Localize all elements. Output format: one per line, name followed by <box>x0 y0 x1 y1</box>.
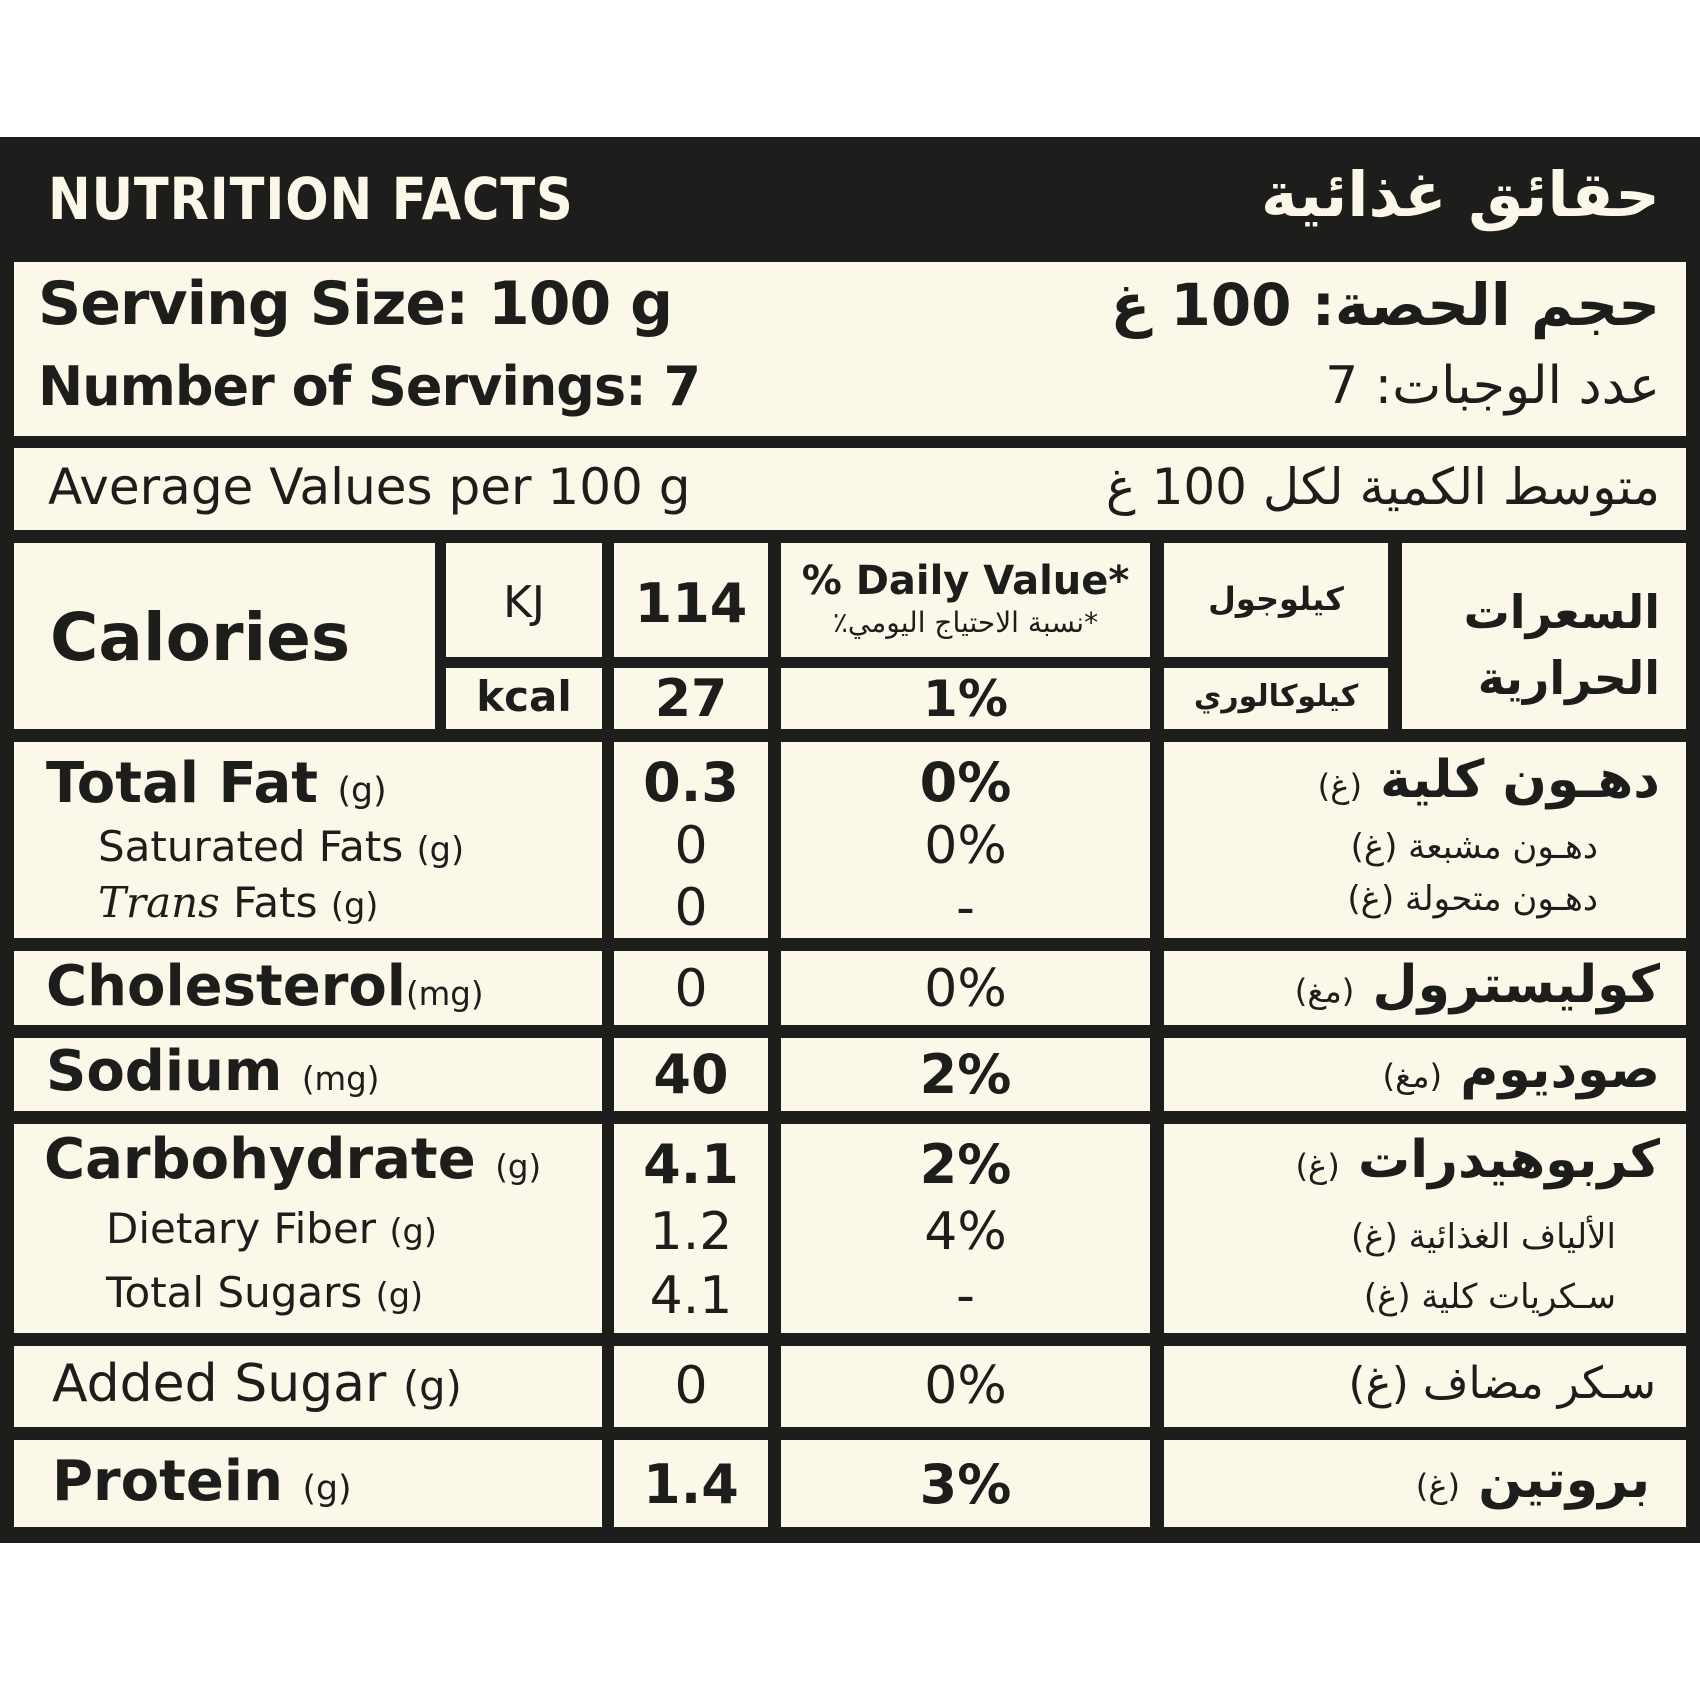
protein-unit: (g) <box>302 1469 352 1509</box>
sodium-label-ar-cell <box>1164 1038 1686 1111</box>
carbohydrate-label-ar: كربوهيدرات <box>1357 1130 1660 1190</box>
carbohydrate-label-ar-cell <box>1164 1124 1686 1333</box>
kcal-label-ar-cell <box>1164 668 1388 729</box>
trans-fats-dv: - <box>956 878 975 938</box>
title-en: NUTRITION FACTS <box>48 165 574 233</box>
total-sugars-dv: - <box>956 1266 975 1326</box>
carbohydrate-label: Carbohydrate <box>44 1127 476 1192</box>
added-sugar-label-ar-cell <box>1164 1346 1686 1427</box>
total-fat-value: 0.3 <box>643 751 739 814</box>
kj-label-cell <box>446 543 602 657</box>
fat-label-cell <box>14 742 602 938</box>
calories-label-ar: السعرات الحرارية <box>1463 585 1660 705</box>
servings-count-en: Number of Servings: 7 <box>38 355 701 418</box>
protein-unit-ar: (غ) <box>1415 1467 1461 1505</box>
fat-values-cell <box>614 742 768 938</box>
added-sugar-dv-cell <box>781 1346 1150 1427</box>
added-sugar-dv: 0% <box>924 1356 1007 1416</box>
sodium-dv: 2% <box>919 1043 1012 1106</box>
kcal-label-ar: كيلوكالوري <box>1193 679 1359 714</box>
added-sugar-label-ar: سـكر مضاف (غ) <box>1348 1358 1656 1409</box>
average-values-row <box>14 448 1686 530</box>
calories-label-cell <box>14 543 435 729</box>
cholesterol-dv: 0% <box>924 959 1007 1019</box>
carbohydrate-label-cell <box>14 1124 602 1333</box>
protein-value: 1.4 <box>643 1453 739 1516</box>
kcal-label: kcal <box>476 672 572 721</box>
cholesterol-label-ar-cell <box>1164 951 1686 1025</box>
protein-dv: 3% <box>919 1453 1012 1516</box>
total-sugars-label-ar: سـكريات كلية (غ) <box>1363 1277 1616 1317</box>
trans-label-italic: Trans <box>98 878 220 927</box>
protein-value-cell <box>614 1440 768 1527</box>
total-sugars-label: Total Sugars <box>106 1268 363 1317</box>
kcal-value-cell <box>614 668 768 729</box>
average-values-ar: متوسط الكمية لكل 100 غ <box>1105 458 1660 516</box>
dietary-fiber-value: 1.2 <box>649 1202 733 1262</box>
sodium-unit-ar: (مغ) <box>1382 1057 1443 1095</box>
protein-label-ar-cell <box>1164 1440 1686 1527</box>
kj-value-cell <box>614 543 768 657</box>
carbohydrate-unit: (g) <box>495 1148 542 1186</box>
cholesterol-label-ar: كوليسترول <box>1372 955 1660 1015</box>
sodium-unit: (mg) <box>301 1060 380 1098</box>
saturated-fats-unit: (g) <box>416 830 465 869</box>
average-values-en: Average Values per 100 g <box>48 458 691 516</box>
daily-value-header-en: % Daily Value* <box>801 558 1130 604</box>
dietary-fiber-label: Dietary Fiber <box>106 1204 377 1253</box>
trans-fats-value: 0 <box>674 878 708 938</box>
protein-label-ar: بروتين <box>1478 1450 1650 1510</box>
sodium-label-ar: صوديوم <box>1460 1040 1660 1100</box>
trans-fats-unit: (g) <box>330 886 379 925</box>
sodium-dv-cell <box>781 1038 1150 1111</box>
kj-value: 114 <box>634 572 748 635</box>
total-fat-dv: 0% <box>919 751 1012 814</box>
carbohydrate-value: 4.1 <box>643 1133 739 1196</box>
cholesterol-value: 0 <box>674 959 708 1019</box>
carbohydrate-dv: 2% <box>919 1133 1012 1196</box>
fat-dv-cell <box>781 742 1150 938</box>
cholesterol-label-cell <box>14 951 602 1025</box>
kj-label-ar-cell <box>1164 543 1388 657</box>
sodium-label-cell <box>14 1038 602 1111</box>
calories-label-en: Calories <box>50 599 351 676</box>
trans-fats-label: Fats <box>233 878 318 927</box>
kj-label: KJ <box>503 577 545 628</box>
sodium-label: Sodium <box>46 1039 283 1104</box>
saturated-fats-value: 0 <box>674 816 708 876</box>
dietary-fiber-dv: 4% <box>924 1202 1007 1262</box>
carbohydrate-unit-ar: (غ) <box>1295 1147 1340 1185</box>
added-sugar-label-cell <box>14 1346 602 1427</box>
protein-dv-cell <box>781 1440 1150 1527</box>
cholesterol-value-cell <box>614 951 768 1025</box>
kj-label-ar: كيلوجول <box>1208 580 1344 618</box>
servings-count-ar: عدد الوجبات: 7 <box>1325 356 1660 416</box>
kcal-dv: 1% <box>923 670 1008 728</box>
calories-label-ar-cell <box>1402 543 1686 729</box>
sodium-value-cell <box>614 1038 768 1111</box>
added-sugar-value: 0 <box>674 1356 708 1416</box>
total-fat-unit-ar: (غ) <box>1317 767 1363 805</box>
trans-fats-label-ar: دهـون متحولة (غ) <box>1347 879 1598 919</box>
serving-size-en: Serving Size: 100 g <box>38 269 673 339</box>
protein-label: Protein <box>52 1449 283 1514</box>
total-fat-label: Total Fat <box>46 751 319 816</box>
carbohydrate-dv-cell <box>781 1124 1150 1333</box>
added-sugar-label: Added Sugar <box>52 1354 387 1414</box>
total-sugars-unit: (g) <box>375 1276 424 1315</box>
serving-size-ar: حجم الحصة: 100 غ <box>1110 271 1660 339</box>
saturated-fats-label: Saturated Fats <box>98 822 404 871</box>
title-ar: حقائق غذائية <box>1261 158 1660 231</box>
total-fat-unit: (g) <box>337 771 387 811</box>
kcal-label-cell <box>446 668 602 729</box>
fat-label-ar-cell <box>1164 742 1686 938</box>
sodium-value: 40 <box>653 1043 729 1106</box>
kcal-dv-cell <box>781 668 1150 729</box>
total-fat-label-ar: دهـون كلية <box>1380 750 1660 810</box>
added-sugar-value-cell <box>614 1346 768 1427</box>
cholesterol-label: Cholesterol <box>46 954 406 1019</box>
dietary-fiber-unit: (g) <box>389 1212 437 1251</box>
dietary-fiber-label-ar: الألياف الغذائية (غ) <box>1351 1217 1616 1257</box>
cholesterol-dv-cell <box>781 951 1150 1025</box>
carbohydrate-values-cell <box>614 1124 768 1333</box>
total-sugars-value: 4.1 <box>649 1266 733 1326</box>
kcal-value: 27 <box>654 669 728 729</box>
saturated-fats-dv: 0% <box>924 816 1007 876</box>
serving-section <box>14 262 1686 436</box>
added-sugar-unit: (g) <box>402 1362 462 1411</box>
protein-label-cell <box>14 1440 602 1527</box>
daily-value-header-cell <box>781 543 1150 657</box>
cholesterol-unit-ar: (مغ) <box>1294 972 1355 1010</box>
cholesterol-unit: (mg) <box>405 975 484 1013</box>
daily-value-header-ar: *نسبة الاحتياج اليومي٪ <box>832 606 1099 639</box>
saturated-fats-label-ar: دهـون مشبعة (غ) <box>1350 827 1598 867</box>
